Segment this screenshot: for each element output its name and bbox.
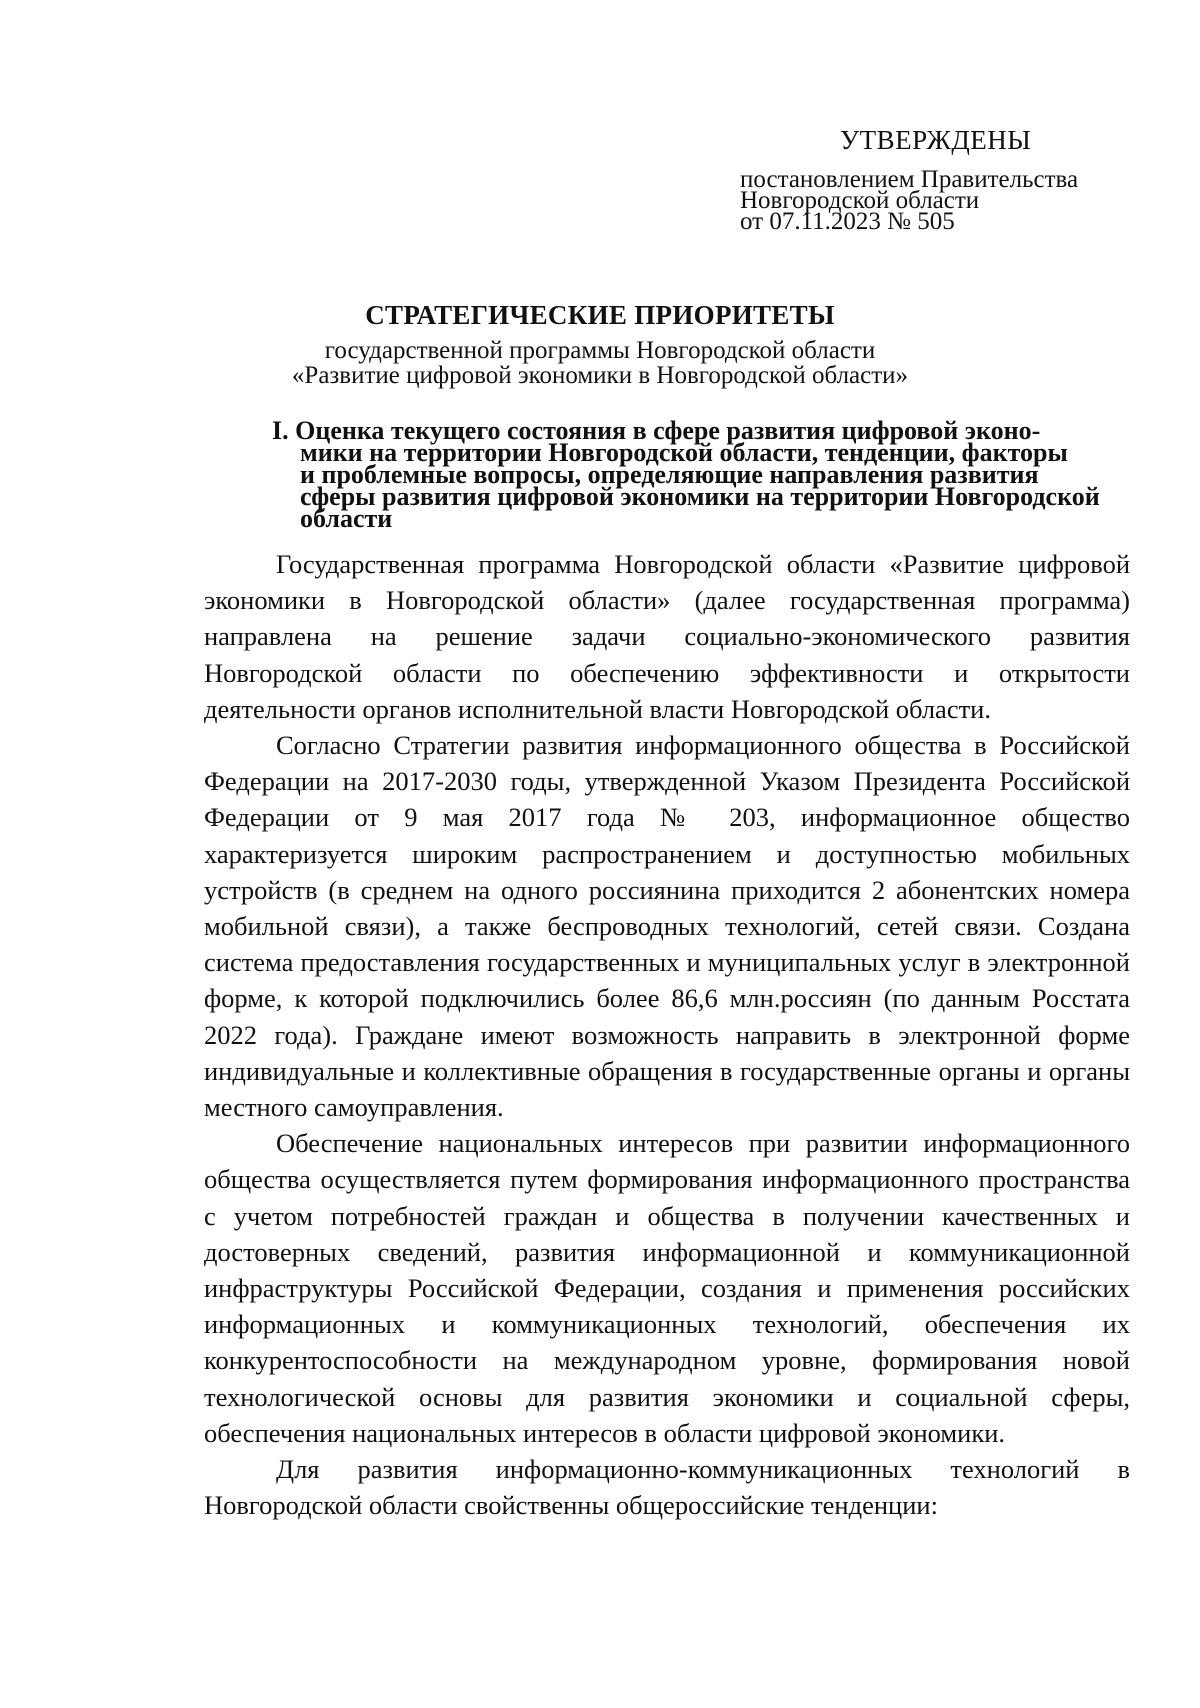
paragraph: Государственная программа Новгородской области «Развитие цифровой экономики в Новгородской области» (далее государственная программа) направлена на решение задачи социально-экономического развития Новгородской области по обеспечению эффективности и открытости деятельности органов исполнительной власти Новгородской области. [204,549,1130,724]
paragraph: Обеспечение национальных интересов при развитии информационного общества осуществляется путем формирования информационного пространства с учетом потребностей граждан и общества в получении качественных и достоверных сведений, развития информационной и коммуникационной инфраструктуры Российской Федерации, создания и применения российских информационных и коммуникационных технологий, обеспечения их конкурентоспособности на международном уровне, формирования новой технологической основы для развития экономики и социальной сферы, обеспечения национальных интересов в области цифровой экономики. [204,1128,1130,1448]
decree-line: Новгородской области [740,187,980,214]
body-text [204,546,1130,1523]
paragraph: Согласно Стратегии развития информационного общества в Российской Федерации на 2017-2030 годы, утвержденной Указом Президента Российской Федерации от 9 мая 2017 года № 203, информационное общество характеризуется широким распространением и доступностью мобильных устройств (в среднем на одного россиянина приходится 2 абонентских номера мобильной связи), а также беспроводных технологий, сетей связи. Создана система предоставления государственных и муниципальных услуг в электронной форме, к которой подключились более 86,6 млн.россиян (по данным Росстата 2022 года). Граждане имеют возможность направить в электронной форме индивидуальные и коллективные обращения в государственные органы и органы местного самоуправления. [204,730,1130,1123]
program-name [0,338,1200,388]
approved-label: УТВЕРЖДЕНЫ [840,125,1032,155]
section-heading [272,416,1142,533]
section-heading-line: сферы развития цифровой экономики на территории Новгородской [300,482,1100,511]
program-name-line: государственной программы Новгородской области [324,337,876,364]
approval-stamp [740,125,1160,235]
paragraph: Для развития информационно-коммуникационных технологий в Новгородской области свойственны общероссийские тенденции: [204,1454,1130,1521]
decree-reference [740,166,1160,235]
section-heading-line: и проблемные вопросы, определяющие направления развития [300,460,1039,489]
decree-line: постановлением Правительства [740,166,1079,193]
section-heading-line: мики на территории Новгородской области, тенденции, факторы [300,438,1068,467]
decree-line: от 07.11.2023 № 505 [740,208,955,235]
section-heading-line: области [300,504,393,533]
section-number: I. [272,416,289,445]
program-name-line: «Развитие цифровой экономики в Новгородской области» [291,362,909,389]
document-title: СТРАТЕГИЧЕСКИЕ ПРИОРИТЕТЫ [365,300,835,330]
section-heading-line: Оценка текущего состояния в сфере развития цифровой эконо- [295,416,1041,445]
